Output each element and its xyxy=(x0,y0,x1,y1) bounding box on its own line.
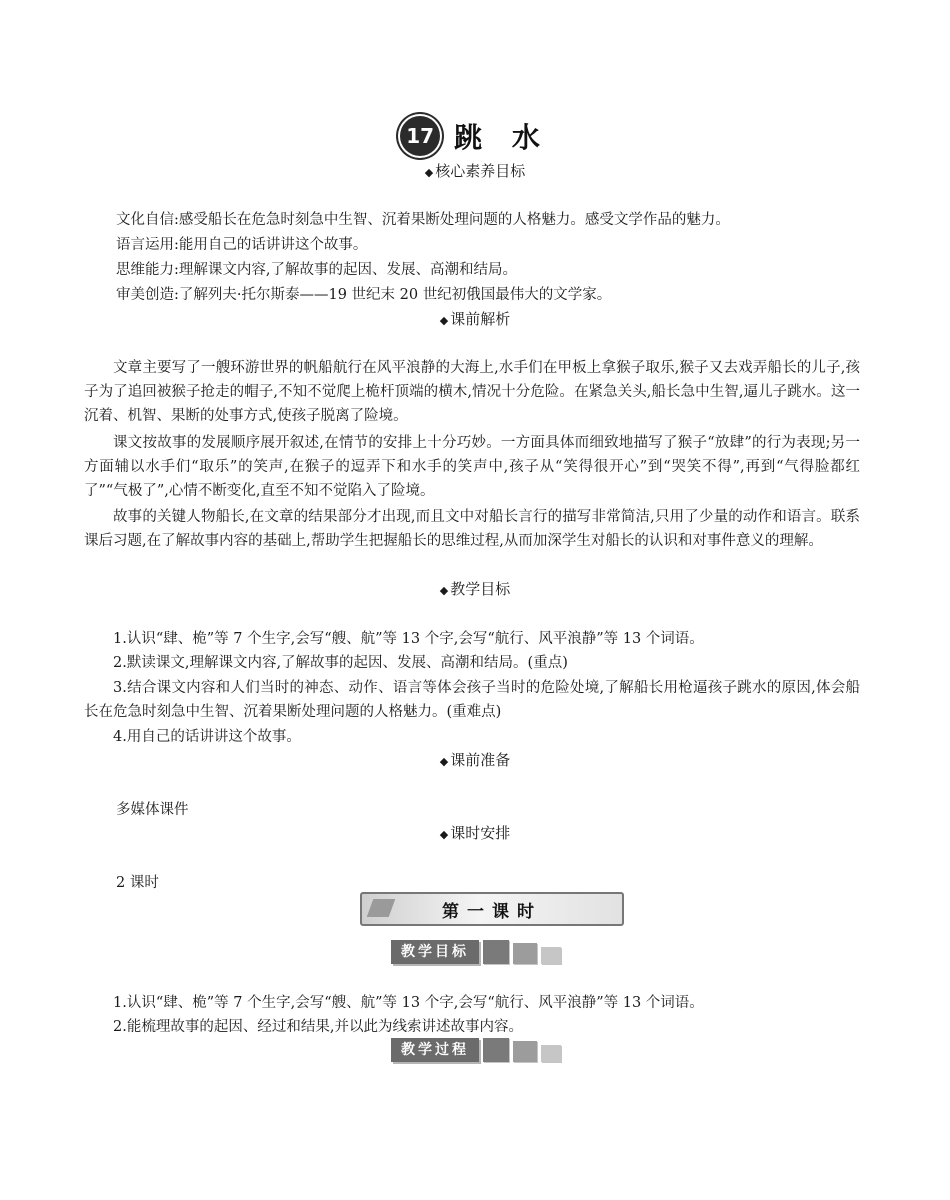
teaching-goal-1: 1.认识“肆、桅”等 7 个生字,会写“艘、航”等 13 个字,会写“航行、风平浪静”等 13 个词语。 xyxy=(113,631,704,647)
tag-square-decoration xyxy=(483,940,509,964)
analysis-paragraph-1: 文章主要写了一艘环游世界的帆船航行在风平浪静的大海上,水手们在甲板上拿猴子取乐,猴子又去戏弄船长的儿子,孩子为了追回被猴子抢走的帽子,不知不觉爬上桅杆顶端的横木,情况十分危险。在紧急关头,船长急中生智,逼儿子跳水。这一沉着、机智、果断的处事方式,使孩子脱离了险境。 xyxy=(84,360,860,424)
teaching-process-tag: 教学过程 xyxy=(391,1038,479,1062)
analysis-heading: ◆ 课前解析 xyxy=(439,310,511,328)
lesson-number-badge: 17 xyxy=(400,116,440,156)
process-tag-row xyxy=(391,1038,561,1062)
core-goal-thinking: 思维能力:理解课文内容,了解故事的起因、发展、高潮和结局。 xyxy=(116,262,517,278)
schedule-text: 2 课时 xyxy=(116,875,159,891)
core-goals-heading: ◆ 核心素养目标 xyxy=(424,162,526,180)
teaching-goal-3: 3.结合课文内容和人们当时的神态、动作、语言等体会孩子当时的危险处境,了解船长用枪逼孩子跳水的原因,体会船长在危急时刻急中生智、沉着果断处理问题的人格魅力。(重难点) xyxy=(84,680,860,720)
preparation-heading: ◆ 课前准备 xyxy=(439,751,511,769)
schedule-heading: ◆ 课时安排 xyxy=(439,824,511,842)
diamond-icon: ◆ xyxy=(439,828,449,841)
banner-decoration xyxy=(367,899,396,917)
core-goal-language: 语言运用:能用自己的话讲讲这个故事。 xyxy=(116,237,368,253)
analysis-paragraph-3: 故事的关键人物船长,在文章的结果部分才出现,而且文中对船长言行的描写非常简洁,只用了少量的动作和语言。联系课后习题,在了解故事内容的基础上,帮助学生把握船长的思维过程,从而加深学生对船长的认识和对事件意义的理解。 xyxy=(84,509,860,549)
tag-square-decoration xyxy=(541,1045,561,1062)
lesson-title: 跳 水 xyxy=(454,121,550,154)
teaching-goal-4: 4.用自己的话讲讲这个故事。 xyxy=(113,729,301,745)
tag-square-decoration xyxy=(513,1041,537,1062)
diamond-icon: ◆ xyxy=(424,166,434,179)
core-goal-culture: 文化自信:感受船长在危急时刻急中生智、沉着果断处理问题的人格魅力。感受文学作品的魅力。 xyxy=(116,212,730,228)
first-lesson-banner xyxy=(360,892,624,926)
diamond-icon: ◆ xyxy=(439,584,449,597)
tag-square-decoration xyxy=(483,1038,509,1062)
lesson-title-row xyxy=(0,116,950,156)
analysis-paragraph-2: 课文按故事的发展顺序展开叙述,在情节的安排上十分巧妙。一方面具体而细致地描写了猴子“放肆”的行为表现;另一方面辅以水手们“取乐”的笑声,在猴子的逗弄下和水手的笑声中,孩子从“笑得很开心”到“哭笑不得”,再到“气得脸都红了”“气极了”,心情不断变化,直至不知不觉陷入了险境。 xyxy=(84,435,860,499)
diamond-icon: ◆ xyxy=(439,314,449,327)
core-goal-aesthetic: 审美创造:了解列夫·托尔斯泰——19 世纪末 20 世纪初俄国最伟大的文学家。 xyxy=(116,287,612,303)
tag-square-decoration xyxy=(541,947,561,964)
teaching-goals-tag: 教学目标 xyxy=(391,940,479,964)
tag-square-decoration xyxy=(513,943,537,964)
first-lesson-goal-1: 1.认识“肆、桅”等 7 个生字,会写“艘、航”等 13 个字,会写“航行、风平浪静”等 13 个词语。 xyxy=(113,995,704,1011)
teaching-goals-heading: ◆ 教学目标 xyxy=(439,580,511,598)
diamond-icon: ◆ xyxy=(439,755,449,768)
goals-tag-row xyxy=(391,940,561,964)
first-lesson-label: 第一课时 xyxy=(442,901,542,922)
teaching-goal-2: 2.默读课文,理解课文内容,了解故事的起因、发展、高潮和结局。(重点) xyxy=(113,655,568,671)
first-lesson-goal-2: 2.能梳理故事的起因、经过和结果,并以此为线索讲述故事内容。 xyxy=(113,1019,523,1035)
preparation-text: 多媒体课件 xyxy=(116,802,189,818)
